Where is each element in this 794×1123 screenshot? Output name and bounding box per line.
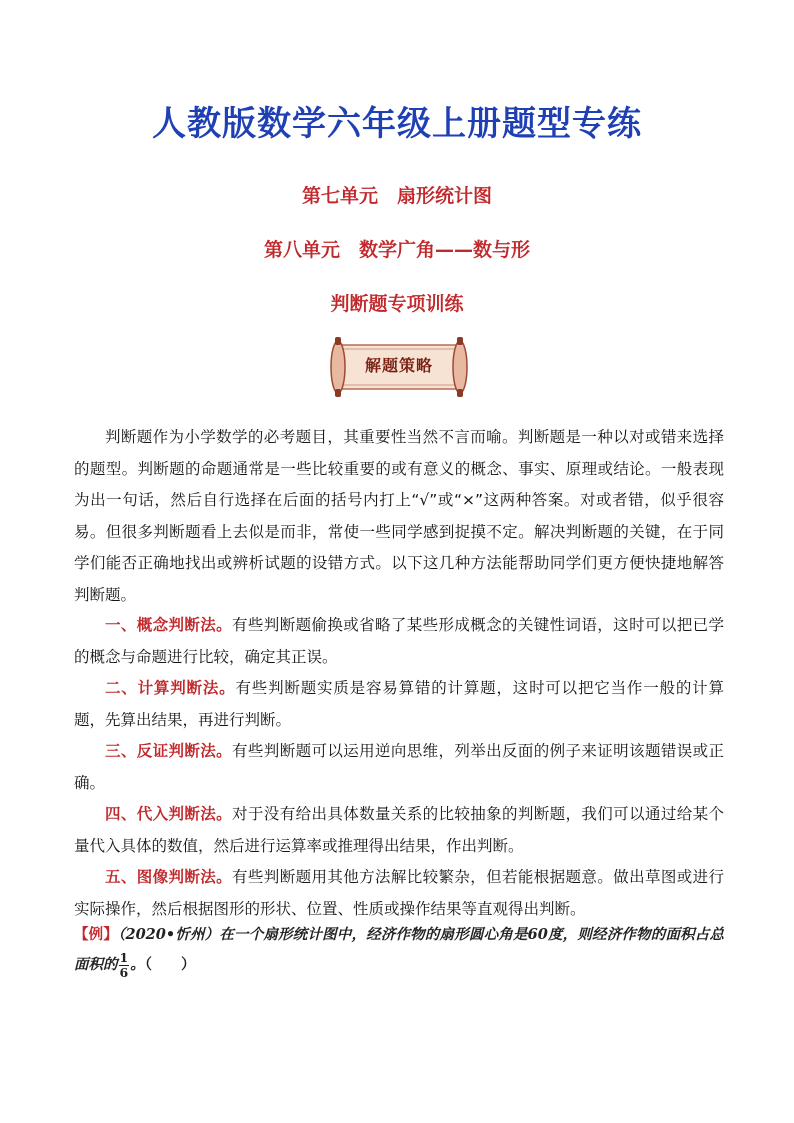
- method-2: [74, 673, 724, 736]
- unit8-heading: 第八单元 数学广角——数与形: [263, 239, 530, 261]
- method-5-label: 五、图像判断法。: [105, 868, 233, 886]
- section-heading: 判断题专项训练: [330, 293, 464, 315]
- method-3: [74, 736, 724, 799]
- document-title: 人教版数学六年级上册题型专练: [152, 104, 642, 144]
- example-end: 。: [130, 956, 145, 973]
- method-4-text: 对于没有给出具体数量关系的比较抽象的判断题，我们可以通过给某个量代入具体的数值，然后进行运算率或推理得出结果，作出判断。: [74, 805, 724, 855]
- answer-bracket[interactable]: （ ）: [144, 956, 196, 973]
- example-tag: 【例】: [74, 926, 119, 943]
- method-4-label: 四、代入判断法。: [105, 805, 233, 823]
- intro-paragraph: 判断题作为小学数学的必考题目，其重要性当然不言而喻。判断题是一种以对或错来选择的题型。判断题的命题通常是一些比较重要的或有意义的概念、事实、原理或结论。一般表现为出一句话，然后自行选择在后面的括号内打上“√”或“×”这两种答案。对或者错，似乎很容易。但很多判断题看上去似是而非，常使一些同学感到捉摸不定。解决判断题的关键，在于同学们能否正确地找出或辨析试题的设错方式。以下这几种方法能帮助同学们更方便快捷地解答判断题。: [74, 428, 724, 604]
- method-1: [74, 610, 724, 673]
- method-5-text: 有些判断题用其他方法解比较繁杂，但若能根据题意。做出草图或进行实际操作，然后根据图形的形状、位置、性质或操作结果等直观得出判断。: [74, 868, 724, 918]
- method-1-text: 有些判断题偷换或省略了某些形成概念的关键性词语，这时可以把已学的概念与命题进行比较，确定其正误。: [74, 616, 724, 666]
- unit7-heading: 第七单元 扇形统计图: [301, 185, 492, 207]
- method-4: [74, 799, 724, 862]
- example-question: [74, 920, 724, 980]
- example-source: （2020•忻州）: [118, 926, 220, 943]
- method-2-label: 二、计算判断法。: [105, 679, 236, 697]
- method-5: [74, 862, 724, 925]
- fraction-denominator: 6: [119, 964, 129, 980]
- method-3-label: 三、反证判断法。: [105, 742, 233, 760]
- method-1-label: 一、概念判断法。: [105, 616, 233, 634]
- fraction: [119, 951, 130, 980]
- method-3-text: 有些判断题可以运用逆向思维，列举出反面的例子来证明该题错误或正确。: [74, 742, 724, 792]
- method-2-text: 有些判断题实质是容易算错的计算题，这时可以把它当作一般的计算题，先算出结果，再进行判断。: [74, 679, 724, 729]
- strategy-banner: [326, 335, 472, 399]
- example-text: 在一个扇形统计图中，经济作物的扇形圆心角是60度，则经济作物的面积占总面积的: [74, 926, 724, 973]
- fraction-numerator: 1: [119, 949, 129, 965]
- banner-label: 解题策略: [364, 356, 433, 375]
